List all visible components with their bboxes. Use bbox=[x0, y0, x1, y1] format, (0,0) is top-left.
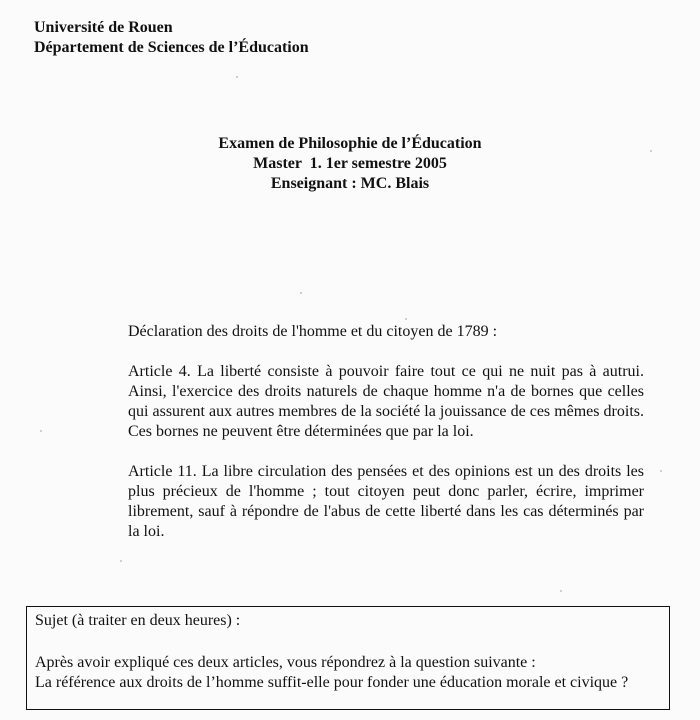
article-11: Article 11. La libre circulation des pensées et des opinions est un des droits les plus précieux de l'homme ; tout citoyen peut donc parler, écrire, imprimer librement, sauf à répondre de l'abus de cette liberté dans les cas déterminés par la loi. bbox=[128, 463, 644, 540]
subject-box bbox=[26, 606, 670, 710]
scan-speck bbox=[650, 150, 652, 152]
scan-speck bbox=[40, 430, 42, 432]
institution-header bbox=[34, 18, 309, 58]
declaration-excerpt bbox=[128, 322, 644, 562]
subject-instruction: Après avoir expliqué ces deux articles, vous répondrez à la question suivante : bbox=[35, 654, 536, 671]
subject-title: Sujet (à traiter en deux heures) : bbox=[35, 612, 241, 629]
scan-speck bbox=[120, 560, 122, 562]
exam-level: Master 1. 1er semestre 2005 bbox=[253, 155, 447, 172]
department-name: Département de Sciences de l’Éducation bbox=[34, 39, 309, 56]
scan-speck bbox=[560, 590, 562, 592]
declaration-intro: Déclaration des droits de l'homme et du citoyen de 1789 : bbox=[128, 323, 498, 340]
subject-question: La référence aux droits de l’homme suffit-elle pour fonder une éducation morale et civique ? bbox=[35, 674, 629, 691]
article-4: Article 4. La liberté consiste à pouvoir faire tout ce qui ne nuit pas à autrui. Ainsi, l'exercice des droits naturels de chaque homme n'a de bornes que celles qui assurent aux autres membres de la société la jouissance de ces mêmes droits. Ces bornes ne peuvent être déterminées que par la loi. bbox=[128, 363, 644, 440]
exam-teacher: Enseignant : MC. Blais bbox=[270, 175, 430, 192]
scan-speck bbox=[660, 470, 662, 472]
scan-speck bbox=[405, 318, 407, 320]
exam-title-block bbox=[0, 134, 700, 194]
exam-title: Examen de Philosophie de l’Éducation bbox=[218, 135, 482, 152]
scan-speck bbox=[300, 292, 302, 294]
scan-speck bbox=[236, 76, 238, 78]
university-name: Université de Rouen bbox=[34, 19, 173, 36]
